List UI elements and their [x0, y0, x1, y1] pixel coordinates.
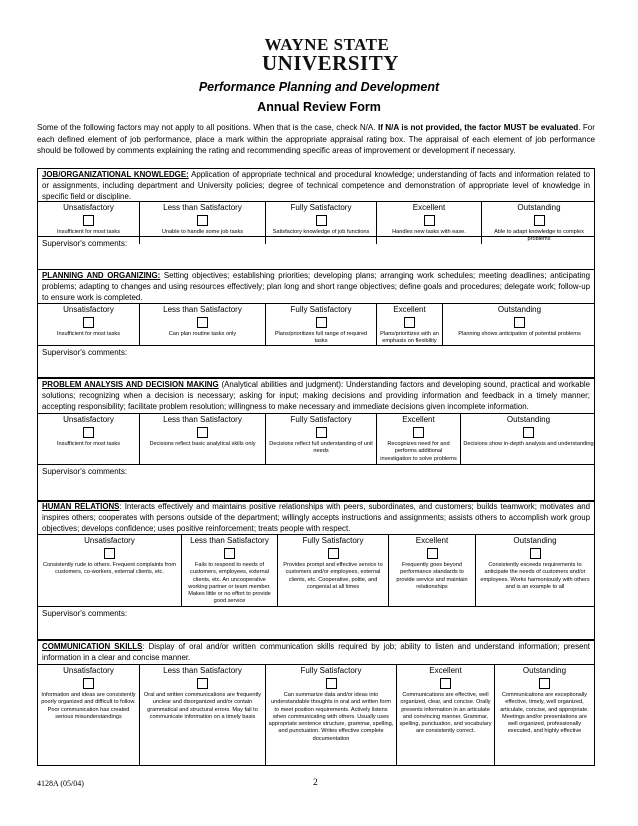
supervisor-comments-label: Supervisor's comments:	[42, 348, 128, 357]
rating-unsatisfactory	[38, 535, 182, 606]
rating-unsatisfactory	[38, 202, 140, 244]
rating-example: Unable to handle some job tasks	[161, 229, 244, 235]
section-problem-analysis	[37, 378, 595, 502]
rating-example: Communications are effective, well organized, clear, and concise. Orally presents information in an articulate and convincing manner. Grammar, spelling, punctuation, and vocabulary are consistently correct.	[399, 692, 492, 735]
form-title: Performance Planning and Development	[198, 80, 440, 94]
rating-example: Decisions reflect full understanding of unit needs	[269, 441, 373, 455]
rating-fully-satisfactory	[266, 414, 377, 464]
supervisor-comments-label: Supervisor's comments:	[42, 609, 128, 618]
rating-excellent	[377, 202, 482, 244]
rating-row	[38, 664, 594, 765]
section-text: : Display of oral and/or written communication skills required by job; ability to listen and understand information; present information in a clear and concise manner.	[42, 642, 590, 662]
rating-unsatisfactory	[38, 304, 140, 346]
section-text: Setting objectives; establishing priorities; developing plans; arranging work schedules; meeting deadlines; anticipating problems; adapting to changes and using resources effectively; plan long and short range objectives; define goals and procedures; delegate work; follow-up to ensure work is completed.	[42, 271, 590, 302]
logo-line-1: WAYNE STATE	[264, 35, 390, 54]
rating-checkbox[interactable]	[197, 678, 208, 689]
rating-label: Unsatisfactory	[63, 203, 114, 212]
rating-label: Excellent	[429, 666, 462, 675]
rating-excellent	[377, 414, 461, 464]
rating-example: Recognizes need for and performs additional investigation to solve problems	[380, 441, 457, 462]
section-description	[38, 270, 594, 303]
rating-checkbox[interactable]	[328, 548, 339, 559]
form-subtitle: Annual Review Form	[257, 100, 381, 114]
rating-checkbox[interactable]	[83, 317, 94, 328]
university-logo	[262, 35, 399, 75]
rating-label: Outstanding	[497, 305, 542, 314]
rating-excellent	[397, 665, 495, 765]
rating-outstanding	[443, 304, 596, 346]
rating-unsatisfactory	[38, 414, 140, 464]
section-communication-skills	[37, 640, 595, 766]
form-code: 4128A (05/04)	[37, 779, 84, 788]
rating-checkbox[interactable]	[523, 427, 534, 438]
rating-checkbox[interactable]	[197, 215, 208, 226]
section-planning-organizing	[37, 269, 595, 378]
rating-checkbox[interactable]	[83, 678, 94, 689]
rating-example: Consistently rude to others. Frequent complaints from customers, co-workers, external clients, etc.	[42, 562, 177, 576]
rating-fully-satisfactory	[278, 535, 389, 606]
rating-less-than-satisfactory	[140, 414, 266, 464]
rating-checkbox[interactable]	[83, 427, 94, 438]
rating-example: Decisions show in-depth analysis and understanding	[463, 441, 594, 447]
rating-example: Information and ideas are consistently poorly organized and difficult to follow. Poor communication has created serious misunderstandings	[41, 692, 136, 720]
rating-example: Oral and written communications are frequently unclear and disorganized and/or contain grammatical and structural errors. May fail to communicate information on a timely basis	[143, 692, 262, 720]
rating-label: Unsatisfactory	[63, 666, 114, 675]
rating-row	[38, 201, 594, 243]
section-heading: PROBLEM ANALYSIS AND DECISION MAKING	[42, 380, 219, 389]
rating-example: Able to adapt knowledge to complex problems	[494, 229, 584, 243]
rating-example: Provides prompt and effective service to customers and/or employees, external clients, etc. Cooperative, polite, and congenial at all times	[283, 562, 383, 590]
instructions-emphasis: If N/A is not provided, the factor MUST be evaluated	[377, 123, 579, 132]
rating-unsatisfactory	[38, 665, 140, 765]
rating-label: Excellent	[402, 415, 435, 424]
rating-checkbox[interactable]	[530, 548, 541, 559]
rating-label: Fully Satisfactory	[290, 305, 352, 314]
rating-example: Frequently goes beyond performance standards to provide service and maintain relationships	[396, 562, 468, 590]
section-heading: COMMUNICATION SKILLS	[42, 642, 143, 651]
rating-outstanding	[461, 414, 596, 464]
rating-example: Planning shows anticipation of potential problems	[458, 331, 581, 337]
rating-example: Insufficient for most tasks	[56, 441, 120, 447]
rating-label: Fully Satisfactory	[302, 536, 364, 545]
rating-label: Unsatisfactory	[63, 415, 114, 424]
rating-label: Fully Satisfactory	[290, 415, 352, 424]
rating-label: Less than Satisfactory	[163, 666, 242, 675]
section-heading: PLANNING AND ORGANIZING:	[42, 271, 161, 280]
rating-label: Less than Satisfactory	[163, 415, 242, 424]
rating-less-than-satisfactory	[140, 304, 266, 346]
rating-checkbox[interactable]	[326, 678, 337, 689]
logo-line-2: UNIVERSITY	[262, 51, 399, 75]
section-description	[38, 169, 594, 201]
rating-less-than-satisfactory	[140, 665, 266, 765]
rating-excellent	[377, 304, 443, 346]
section-description	[38, 379, 594, 413]
section-text: Application of appropriate technical and procedural knowledge; understanding of facts and information related to or assignments, including department and University policies; degree of technical competence and demonstration of appropriate level of knowledge in specific field or discipline.	[42, 170, 590, 201]
rating-label: Less than Satisfactory	[163, 305, 242, 314]
rating-fully-satisfactory	[266, 304, 377, 346]
rating-example: Consistently exceeds requirements to anticipate the needs of customers and/or employees. Works harmoniously with others and is an example to all	[480, 562, 590, 590]
supervisor-comments-field[interactable]	[38, 607, 594, 639]
rating-less-than-satisfactory	[182, 535, 278, 606]
rating-checkbox[interactable]	[424, 215, 435, 226]
section-job-knowledge	[37, 168, 595, 270]
rating-checkbox[interactable]	[83, 215, 94, 226]
rating-label: Outstanding	[506, 415, 551, 424]
rating-example: Insufficient for most tasks	[56, 331, 120, 337]
rating-fully-satisfactory	[266, 665, 397, 765]
rating-checkbox[interactable]	[427, 548, 438, 559]
instructions	[37, 122, 595, 157]
page-number: 2	[313, 778, 318, 788]
rating-checkbox[interactable]	[514, 317, 525, 328]
rating-outstanding	[495, 665, 594, 765]
rating-example: Can summarize data and/or ideas into understandable thoughts in oral and written form to meet position requirements. Actively listens when communicating with others. Usually uses appropriate sentence structure, grammar, spelling, and punctuation. Writes effective complete documentation	[268, 692, 394, 742]
rating-checkbox[interactable]	[104, 548, 115, 559]
rating-checkbox[interactable]	[197, 317, 208, 328]
instructions-part-1: Some of the following factors may not apply to all positions. When that is the case, check N/A.	[37, 123, 378, 132]
rating-label: Unsatisfactory	[84, 536, 135, 545]
rating-outstanding	[476, 535, 594, 606]
rating-less-than-satisfactory	[140, 202, 266, 244]
rating-row	[38, 413, 594, 465]
rating-example: Decisions reflect basic analytical skills only	[149, 441, 256, 447]
rating-example: Fails to respond to needs of customers, employees, external clients, etc. An uncooperative working partner or team member. Makes little or no effort to provide good service	[188, 562, 271, 605]
supervisor-comments-label: Supervisor's comments:	[42, 467, 128, 476]
rating-fully-satisfactory	[266, 202, 377, 244]
rating-outstanding	[482, 202, 596, 244]
rating-checkbox[interactable]	[413, 427, 424, 438]
section-text: (Analytical abilities and judgment): Understanding factors and developing sound, practical and workable solutions; recognizing when a decision is necessary; asking for input; making decisions and providing information and feedback in a timely manner; accepting responsibility; facilitate problem resolution; willingness to make necessary and immediate decisions given incomplete information.	[42, 380, 591, 411]
rating-label: Fully Satisfactory	[300, 666, 362, 675]
rating-label: Excellent	[393, 305, 426, 314]
rating-example: Insufficient for most tasks	[56, 229, 120, 235]
rating-example: Handles new tasks with ease.	[392, 229, 466, 235]
rating-label: Fully Satisfactory	[290, 203, 352, 212]
rating-example: Satisfactory knowledge of job functions	[272, 229, 370, 235]
rating-label: Outstanding	[522, 666, 567, 675]
rating-example: Can plan routine tasks only	[168, 331, 237, 337]
rating-checkbox[interactable]	[224, 548, 235, 559]
rating-label: Excellent	[412, 203, 446, 212]
supervisor-comments-label: Supervisor's comments:	[42, 239, 128, 248]
rating-example: Plans/prioritizes full range of required tasks	[274, 331, 368, 345]
section-description	[38, 501, 594, 534]
rating-excellent	[389, 535, 476, 606]
rating-checkbox[interactable]	[534, 215, 545, 226]
rating-checkbox[interactable]	[404, 317, 415, 328]
rating-label: Outstanding	[517, 203, 561, 212]
rating-label: Outstanding	[513, 536, 557, 545]
rating-checkbox[interactable]	[316, 317, 327, 328]
rating-label: Unsatisfactory	[63, 305, 114, 314]
rating-checkbox[interactable]	[316, 427, 327, 438]
rating-label: Excellent	[415, 536, 449, 545]
rating-checkbox[interactable]	[440, 678, 451, 689]
section-text: : Interacts effectively and maintains positive relationships with peers, subordinates, and customers; builds teamwork; motivates and inspires others; cooperates with persons outside of the department; willingly accepts instructions and assignments; assists others to accomplish work group objectives; develops confidence; uses positive reinforcement; treats people with respect.	[42, 502, 590, 533]
instructions-part-2: . For each defined element of job performance, place a mark within the appropriate appraisal rating box. The appraisal of each element of job performance should be followed by comments explaining the rating and recommending specific areas of improvement or development if necessary.	[37, 123, 596, 156]
rating-example: Communications are exceptionally effective, timely, well organized, articulate, concise, and appropriate. Meetings and/or presentations are well organized, professionally executed, and highly effective	[500, 692, 589, 735]
rating-label: Less than Satisfactory	[163, 203, 242, 212]
supervisor-comments-field[interactable]	[38, 465, 594, 501]
section-heading: HUMAN RELATIONS	[42, 502, 120, 511]
rating-checkbox[interactable]	[539, 678, 550, 689]
rating-checkbox[interactable]	[197, 427, 208, 438]
rating-checkbox[interactable]	[316, 215, 327, 226]
rating-row	[38, 303, 594, 346]
section-human-relations	[37, 500, 595, 640]
supervisor-comments-field[interactable]	[38, 346, 594, 377]
section-description	[38, 641, 594, 664]
rating-row	[38, 534, 594, 607]
rating-example: Plans/prioritizes with an emphasis on flexibility	[380, 331, 439, 345]
rating-label: Less than Satisfactory	[190, 536, 269, 545]
section-heading: JOB/ORGANIZATIONAL KNOWLEDGE:	[42, 170, 189, 179]
